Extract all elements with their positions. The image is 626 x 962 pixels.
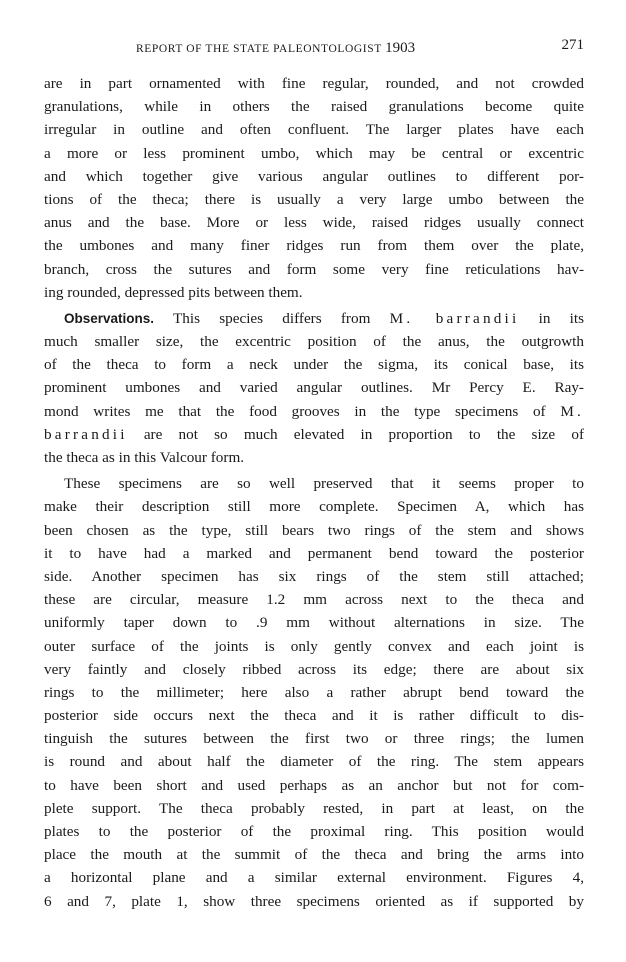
text-line: granulations, while in others the raised granulations become quite (44, 98, 584, 116)
paragraph-3 (44, 472, 584, 913)
running-year: 1903 (385, 40, 416, 56)
running-title-text: REPORT OF THE STATE PALEONTOLOGIST (136, 43, 382, 55)
running-head (44, 37, 584, 58)
text-span: This species differs from (172, 309, 371, 327)
taxon-genus: M. (560, 402, 584, 420)
text-line: much smaller size, the excentric position of the anus, the outgrowth (44, 333, 584, 351)
text-line: irregular in outline and often confluent. The larger plates have each (44, 121, 584, 139)
text-line: to have been short and used perhaps as an anchor but not for com- (44, 776, 584, 794)
text-line: 6 and 7, plate 1, show three specimens oriented as if supported by (44, 892, 584, 910)
text-line: is round and about half the diameter of the ring. The stem appears (44, 753, 584, 771)
text-line: been chosen as the type, still bears two rings of the stem and shows (44, 521, 584, 539)
section-heading: Observations. (64, 310, 155, 326)
text-line (44, 307, 584, 330)
text-line: These specimens are so well preserved that it seems proper to (64, 475, 584, 493)
text-line: branch, cross the sutures and form some very fine reticulations hav- (44, 260, 584, 278)
text-line: very faintly and closely ribbed across its edge; there are about six (44, 660, 584, 678)
text-line: outer surface of the joints is only gently convex and each joint is (44, 637, 584, 655)
text-line: of the theca to form a neck under the sigma, its conical base, its (44, 356, 584, 374)
text-line: prominent umbones and varied angular outlines. Mr Percy E. Ray- (44, 379, 584, 397)
page-number: 271 (561, 37, 584, 53)
text-line: are in part ornamented with fine regular, rounded, and not crowded (44, 75, 584, 92)
text-line: side. Another specimen has six rings of the stem still attached; (44, 567, 584, 585)
text-line: it to have had a marked and permanent bend toward the posterior (44, 544, 584, 562)
running-title (136, 40, 415, 57)
text-line: the theca as in this Valcour form. (44, 449, 245, 466)
body-text (44, 72, 584, 913)
text-line: rings to the millimeter; here also a rather abrupt bend toward the (44, 683, 584, 701)
text-line: and which together give various angular outlines to different por- (44, 167, 584, 185)
text-line: tions of the theca; there is usually a very large umbo between the (44, 190, 584, 208)
text-line (44, 423, 584, 446)
text-line: plates to the posterior of the proximal ring. This position would (44, 823, 584, 840)
text-line: a horizontal plane and a similar external environment. Figures 4, (44, 869, 584, 887)
text-span: in its (538, 309, 584, 327)
text-line: tinguish the sutures between the first two or three rings; the lumen (44, 730, 584, 748)
paragraph-observations (44, 307, 584, 469)
text-line: make their description still more complete. Specimen A, which has (44, 498, 584, 516)
paragraph-1 (44, 72, 584, 304)
text-line: plete support. The theca probably rested, in part at least, on the (44, 799, 584, 817)
text-line: a more or less prominent umbo, which may be central or excentric (44, 144, 584, 162)
text-span: are not so much elevated in proportion to the size of (143, 425, 584, 443)
text-line: place the mouth at the summit of the theca and bring the arms into (44, 846, 584, 864)
text-line: anus and the base. More or less wide, raised ridges usually connect (44, 214, 584, 232)
text-span: mond writes me that the food grooves in the type specimens of (44, 402, 546, 420)
text-line (44, 400, 584, 423)
text-line: the umbones and many finer ridges run from them over the plate, (44, 237, 584, 255)
text-line: ing rounded, depressed pits between them. (44, 283, 303, 301)
taxon-species: barrandii (44, 425, 128, 443)
text-line: posterior side occurs next the theca and it is rather difficult to dis- (44, 707, 584, 725)
text-line: uniformly taper down to .9 mm without alternations in size. The (44, 614, 584, 632)
text-line: these are circular, measure 1.2 mm across next to the theca and (44, 591, 584, 609)
taxon-name: M. barrandii (389, 309, 520, 327)
